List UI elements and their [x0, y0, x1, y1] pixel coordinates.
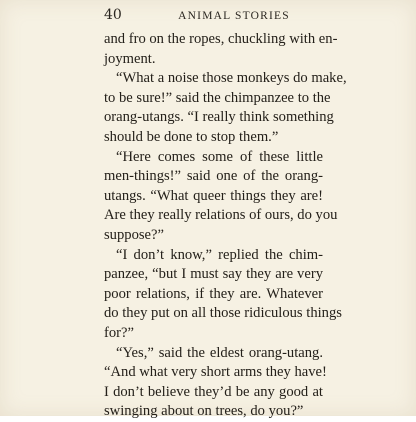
text-line: should be done to stop them.” [104, 128, 279, 145]
text-line: joyment. [104, 50, 156, 67]
text-line: utangs. “What queer things they are! [104, 187, 323, 204]
text-line: “What a noise those monkeys do make, [116, 70, 347, 87]
text-line: orang-utangs. “I really think something [104, 109, 334, 126]
text-line: panzee, “but I must say they are very [104, 266, 323, 283]
text-line: “I don’t know,” replied the chim- [116, 246, 323, 263]
text-line: I don’t believe they’d be any good at [104, 383, 323, 400]
body-text [104, 30, 347, 422]
page-number: 40 [104, 7, 122, 23]
text-line: “Here comes some of these little [116, 148, 323, 165]
text-line: for?” [104, 324, 134, 341]
text-line: swinging about on trees, do you?” [104, 403, 304, 420]
text-line: poor relations, if they are. Whatever [104, 285, 323, 302]
page-header [104, 5, 324, 25]
text-line: do they put on all those ridiculous things [104, 305, 342, 322]
running-title: ANIMAL STORIES [178, 10, 290, 22]
text-line: Are they really relations of ours, do you [104, 207, 338, 224]
text-line: men-things!” said one of the orang- [104, 168, 323, 185]
text-line: and fro on the ropes, chuckling with en- [104, 31, 338, 47]
text-line: suppose?” [104, 226, 164, 243]
text-line: “Yes,” said the eldest orang-utang. [116, 344, 323, 361]
text-line: to be sure!” said the chimpanzee to the [104, 89, 331, 106]
text-line: “And what very short arms they have! [104, 364, 327, 381]
